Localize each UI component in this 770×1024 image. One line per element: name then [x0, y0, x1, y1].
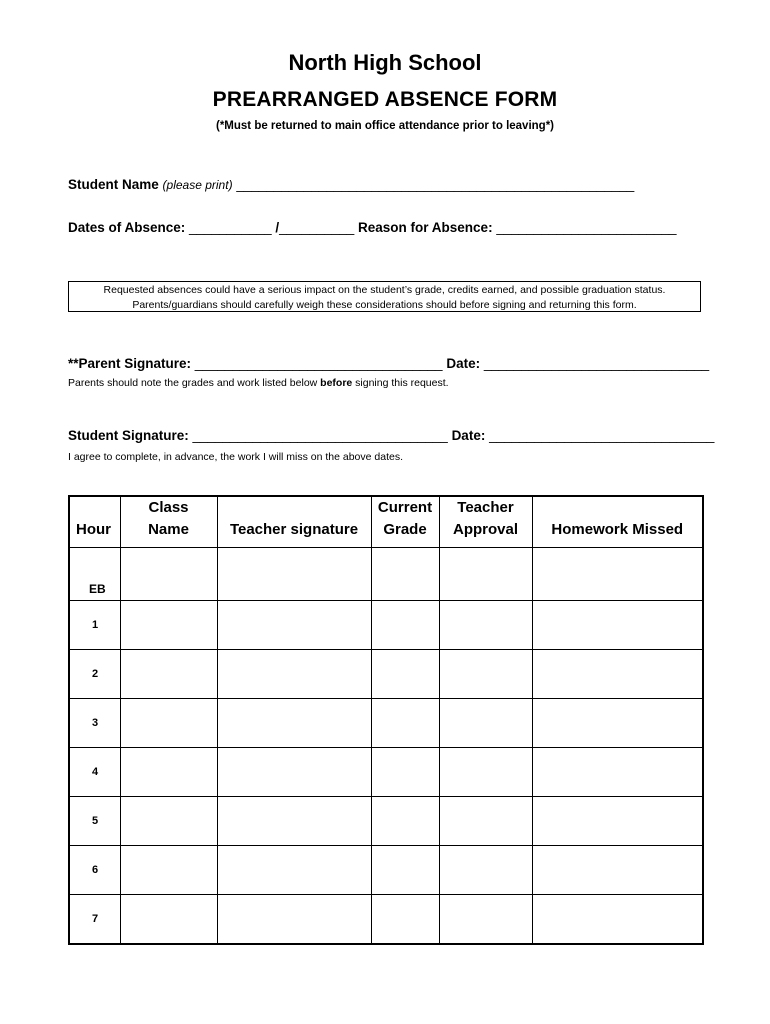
teacher-approval-cell[interactable]: [439, 748, 532, 797]
table-row: [69, 699, 703, 748]
date-start-field[interactable]: ___________: [189, 220, 272, 235]
student-date-label: Date:: [451, 428, 486, 443]
parent-note: [68, 377, 449, 389]
parent-note-emphasis: before: [320, 377, 353, 389]
table-header-row: [69, 496, 703, 548]
header-hour: Hour: [69, 496, 120, 548]
teacher-approval-cell[interactable]: [439, 895, 532, 945]
header-approval-line-1: Teacher: [457, 499, 514, 516]
date-separator: /: [275, 220, 280, 235]
homework-missed-cell[interactable]: [532, 895, 703, 945]
current-grade-cell[interactable]: [371, 895, 439, 945]
header-class-name: [120, 496, 217, 548]
school-name: North High School: [288, 50, 482, 75]
table-row: [69, 895, 703, 945]
hour-cell: 7: [69, 895, 120, 945]
teacher-signature-cell[interactable]: [217, 699, 371, 748]
teacher-approval-cell[interactable]: [439, 650, 532, 699]
teacher-signature-cell[interactable]: [217, 548, 371, 601]
class-name-cell[interactable]: [120, 895, 217, 945]
hour-cell: EB: [69, 548, 120, 601]
header-approval-line-2: Approval: [452, 521, 518, 538]
current-grade-cell[interactable]: [371, 699, 439, 748]
parent-date-field[interactable]: ______________________________: [483, 356, 710, 371]
header-current-grade: [371, 496, 439, 548]
table-row: [69, 797, 703, 846]
homework-missed-cell[interactable]: [532, 650, 703, 699]
table-row: [69, 548, 703, 601]
student-date-field[interactable]: ______________________________: [489, 428, 715, 443]
class-name-cell[interactable]: [120, 650, 217, 699]
parent-signature-row: [68, 356, 709, 371]
class-name-cell[interactable]: [120, 548, 217, 601]
parent-note-text: Parents should note the grades and work listed below: [68, 377, 321, 389]
teacher-signature-cell[interactable]: [217, 846, 371, 895]
table-row: [69, 601, 703, 650]
header-teacher-signature: Teacher signature: [217, 496, 371, 548]
class-name-cell[interactable]: [120, 797, 217, 846]
student-signature-label: Student Signature:: [68, 428, 189, 443]
table-row: [69, 846, 703, 895]
teacher-signature-cell[interactable]: [217, 797, 371, 846]
teacher-approval-cell[interactable]: [439, 699, 532, 748]
header-homework-missed: Homework Missed: [532, 496, 703, 548]
student-name-field[interactable]: _____________________________________________________: [236, 177, 635, 192]
current-grade-cell[interactable]: [371, 846, 439, 895]
homework-missed-cell[interactable]: [532, 748, 703, 797]
hour-cell: 4: [69, 748, 120, 797]
current-grade-cell[interactable]: [371, 797, 439, 846]
teacher-signature-cell[interactable]: [217, 601, 371, 650]
class-name-cell[interactable]: [120, 748, 217, 797]
homework-table: [68, 495, 704, 945]
hour-cell: 3: [69, 699, 120, 748]
student-name-hint: (please print): [162, 178, 233, 192]
current-grade-cell[interactable]: [371, 650, 439, 699]
class-name-cell[interactable]: [120, 601, 217, 650]
hour-cell: 2: [69, 650, 120, 699]
reason-label: Reason for Absence:: [358, 220, 493, 235]
homework-missed-cell[interactable]: [532, 797, 703, 846]
form-title: PREARRANGED ABSENCE FORM: [212, 88, 558, 111]
student-signature-row: [68, 428, 714, 443]
hour-cell: 5: [69, 797, 120, 846]
table-row: [69, 650, 703, 699]
student-signature-field[interactable]: __________________________________: [192, 428, 448, 443]
current-grade-cell[interactable]: [371, 601, 439, 650]
student-note: I agree to complete, in advance, the work I will miss on the above dates.: [68, 451, 404, 463]
hour-cell: 6: [69, 846, 120, 895]
homework-missed-cell[interactable]: [532, 601, 703, 650]
class-name-cell[interactable]: [120, 846, 217, 895]
form-instruction: (*Must be returned to main office attendance prior to leaving*): [215, 120, 554, 132]
date-end-field[interactable]: __________: [279, 220, 355, 235]
teacher-signature-cell[interactable]: [217, 895, 371, 945]
dates-label: Dates of Absence:: [68, 220, 186, 235]
warning-line-1: Requested absences could have a serious impact on the student’s grade, credits earned, and possible graduation status.: [103, 284, 666, 296]
class-name-cell[interactable]: [120, 699, 217, 748]
parent-signature-label: **Parent Signature:: [68, 356, 192, 371]
teacher-approval-cell[interactable]: [439, 797, 532, 846]
teacher-signature-cell[interactable]: [217, 650, 371, 699]
teacher-approval-cell[interactable]: [439, 601, 532, 650]
warning-line-2: Parents/guardians should carefully weigh these considerations should before signing and returning this form.: [132, 299, 637, 311]
homework-missed-cell[interactable]: [532, 846, 703, 895]
header-teacher-approval: [439, 496, 532, 548]
student-name-row: [68, 177, 634, 192]
parent-note-text-end: signing this request.: [352, 377, 449, 389]
parent-date-label: Date:: [446, 356, 481, 371]
teacher-approval-cell[interactable]: [439, 548, 532, 601]
dates-row: [68, 220, 677, 235]
teacher-approval-cell[interactable]: [439, 846, 532, 895]
warning-box: [68, 281, 701, 312]
current-grade-cell[interactable]: [371, 748, 439, 797]
teacher-signature-cell[interactable]: [217, 748, 371, 797]
current-grade-cell[interactable]: [371, 548, 439, 601]
header-grade-line-1: Current: [377, 499, 433, 516]
homework-missed-cell[interactable]: [532, 699, 703, 748]
table-row: [69, 748, 703, 797]
header-class-line-2: Name: [148, 521, 189, 538]
student-name-label: Student Name: [68, 177, 159, 192]
reason-field[interactable]: ________________________: [496, 220, 677, 235]
hour-cell: 1: [69, 601, 120, 650]
homework-missed-cell[interactable]: [532, 548, 703, 601]
header-grade-line-2: Grade: [383, 521, 427, 538]
parent-signature-field[interactable]: _________________________________: [194, 356, 443, 371]
header-class-line-1: Class: [148, 499, 189, 516]
